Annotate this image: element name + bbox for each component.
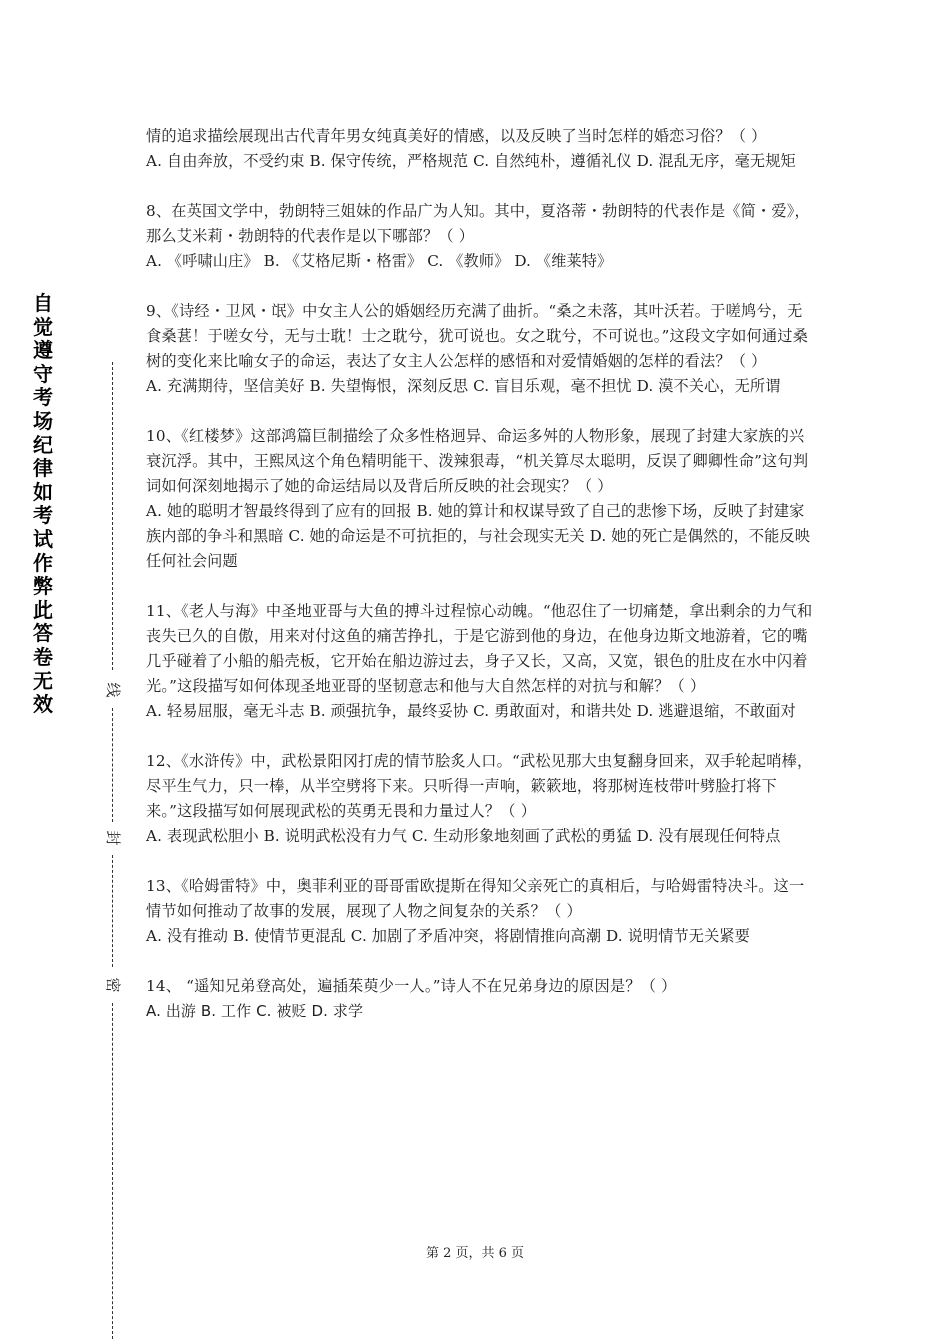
question-7 [146,124,814,174]
binding-mark-secret: 密 [104,977,122,993]
question-9 [146,299,814,399]
question-stem: 12、《水浒传》中，武松景阳冈打虎的情节脍炙人口。“武松见那大虫复翻身回来，双手轮起哨棒，尽平生气力，只一棒，从半空劈将下来。只听得一声响，簌簌地，将那树连枝带叶劈脸打将下来。”这段描写如何展现武松的英勇无畏和力量过人？（ ） [146,752,813,820]
exam-questions [146,124,814,1049]
binding-mark-seal: 封 [104,830,122,846]
question-options: A. 出游 B. 工作 C. 被贬 D. 求学 [146,1002,364,1020]
question-stem: 13、《哈姆雷特》中，奥菲利亚的哥哥雷欧提斯在得知父亲死亡的真相后，与哈姆雷特决斗。这一情节如何推动了故事的发展，展现了人物之间复杂的关系？（ ） [146,877,805,920]
binding-dashed-line [112,855,113,967]
question-10 [146,424,814,574]
question-14 [146,974,814,1024]
question-options: A. 表现武松胆小 B. 说明武松没有力气 C. 生动形象地刻画了武松的勇猛 D. 没有展现任何特点 [146,827,781,845]
binding-warning-text: 自觉遵守考场纪律如考试作弊此答卷无效 [33,291,53,717]
question-options: A. 《呼啸山庄》 B. 《艾格尼斯・格雷》 C. 《教师》 D. 《维莱特》 [146,252,613,270]
question-stem: 10、《红楼梦》这部鸿篇巨制描绘了众多性格迥异、命运多舛的人物形象，展现了封建大家族的兴衰沉浮。其中，王熙凤这个角色精明能干、泼辣狠毒，“机关算尽太聪明，反误了卿卿性命”这句判词如何深刻地揭示了她的命运结局以及背后所反映的社会现实？（ ） [146,427,809,495]
question-11 [146,599,814,724]
question-8 [146,199,814,274]
binding-dashed-line [112,1003,113,1339]
question-options: A. 轻易屈服，毫无斗志 B. 顽强抗争，最终妥协 C. 勇敢面对，和谐共处 D. 逃避退缩，不敢面对 [146,702,796,720]
binding-dashed-line [112,708,113,822]
page-number: 第 2 页，共 6 页 [425,1246,525,1261]
question-options: A. 充满期待，坚信美好 B. 失望悔恨，深刻反思 C. 盲目乐观，毫不担忧 D. 漠不关心，无所谓 [146,377,781,395]
question-options: A. 她的聪明才智最终得到了应有的回报 B. 她的算计和权谋导致了自己的悲惨下场，反映了封建家族内部的争斗和黑暗 C. 她的命运是不可抗拒的，与社会现实无关 D. 她的死亡是偶然的，不能反映任何社会问题 [146,502,810,570]
question-stem: 9、《诗经・卫风・氓》中女主人公的婚姻经历充满了曲折。“桑之未落，其叶沃若。于嗟鸠兮，无食桑葚！于嗟女兮，无与士耽！士之耽兮，犹可说也。女之耽兮，不可说也。”这段文字如何通过桑树的变化来比喻女子的命运，表达了女主人公怎样的感悟和对爱情婚姻的怎样的看法？（ ） [146,302,809,370]
binding-dashed-line [112,362,113,670]
binding-mark-line: 线 [104,682,122,698]
question-stem: 11、《老人与海》中圣地亚哥与大鱼的搏斗过程惊心动魄。“他忍住了一切痛楚，拿出剩余的力气和丧失已久的自傲，用来对付这鱼的痛苦挣扎，于是它游到他的身边，在他身边斯文地游着，它的嘴几乎碰着了小船的船壳板，它开始在船边游过去，身子又长，又高，又宽，银色的肚皮在水中闪着光。”这段描写如何体现圣地亚哥的坚韧意志和他与大自然怎样的对抗与和解？（ ） [146,602,813,695]
question-options: A. 没有推动 B. 使情节更混乱 C. 加剧了矛盾冲突，将剧情推向高潮 D. 说明情节无关紧要 [146,927,750,945]
question-12 [146,749,814,849]
question-stem: 8、在英国文学中，勃朗特三姐妹的作品广为人知。其中，夏洛蒂・勃朗特的代表作是《简・爱》，那么艾米莉・勃朗特的代表作是以下哪部？（ ） [146,202,810,245]
question-stem: 情的追求描绘展现出古代青年男女纯真美好的情感，以及反映了当时怎样的婚恋习俗？（ ） [146,127,767,145]
question-stem: 14、 “遥知兄弟登高处，遍插茱萸少一人。”诗人不在兄弟身边的原因是？（ ） [146,977,677,995]
question-13 [146,874,814,949]
question-options: A. 自由奔放，不受约束 B. 保守传统，严格规范 C. 自然纯朴，遵循礼仪 D. 混乱无序，毫无规矩 [146,152,796,170]
